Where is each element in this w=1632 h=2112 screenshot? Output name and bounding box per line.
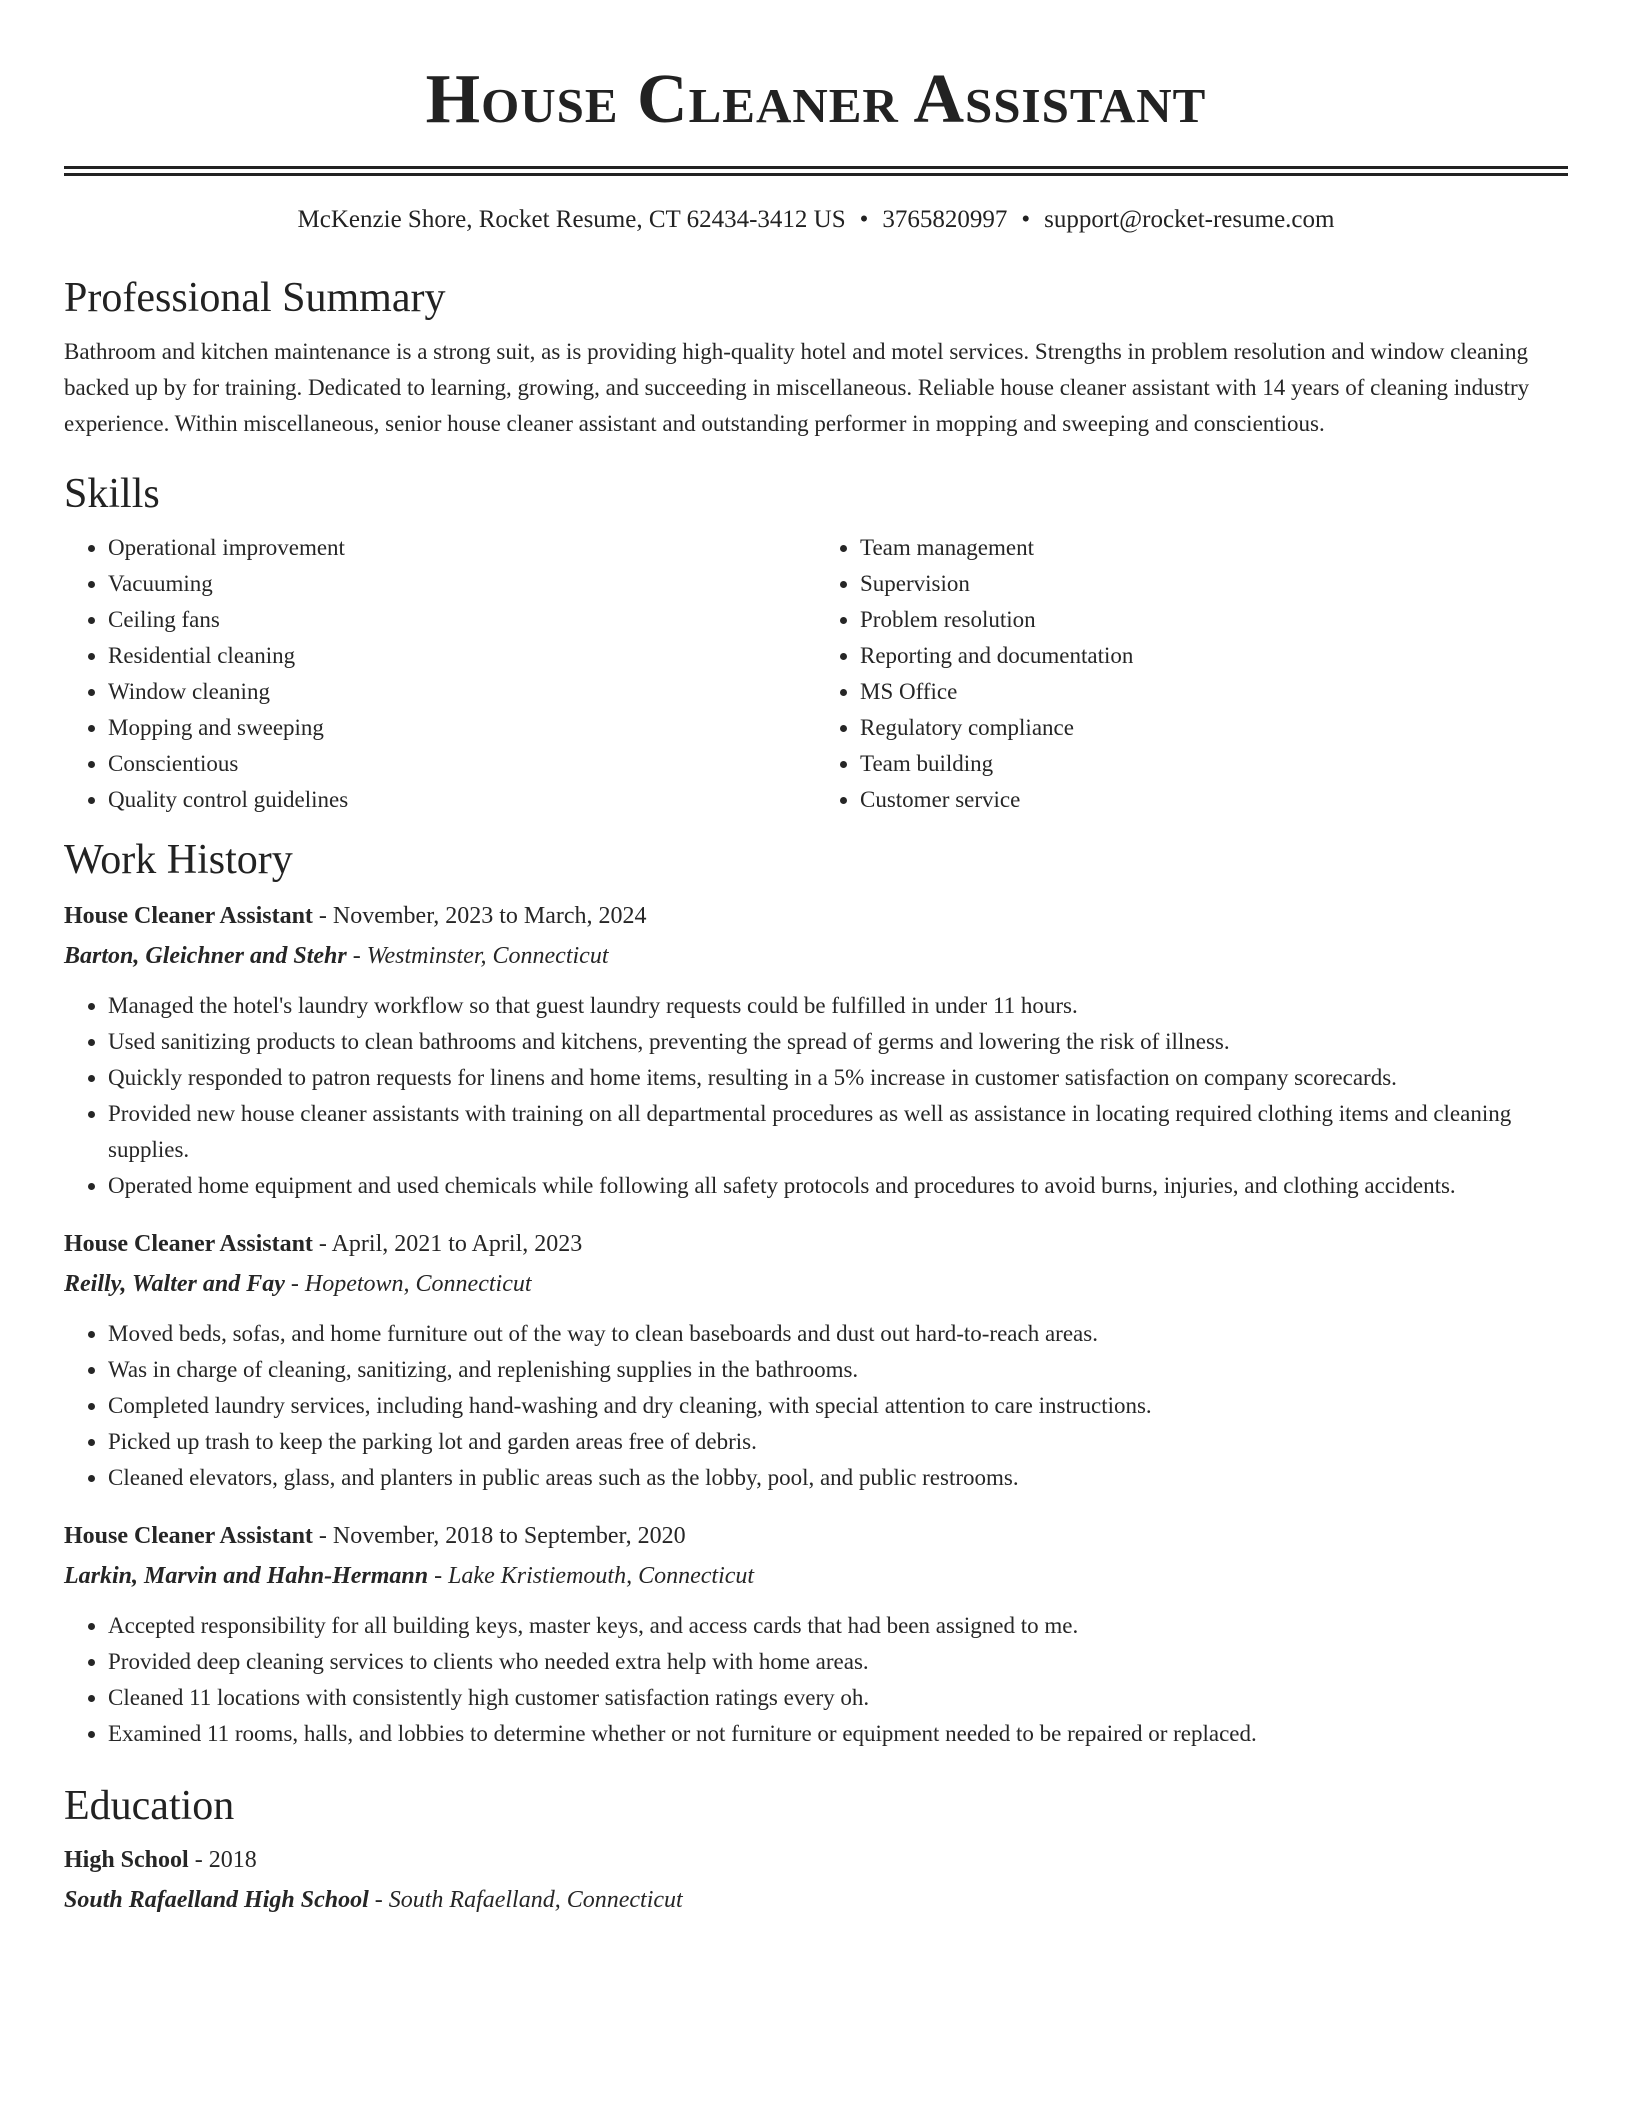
job-role: House Cleaner Assistant	[64, 903, 313, 929]
job-bullets	[64, 1608, 1568, 1752]
contact-address: McKenzie Shore, Rocket Resume, CT 62434-3412 US	[297, 206, 846, 233]
employer-location: - Lake Kristiemouth, Connecticut	[428, 1563, 755, 1589]
employer-name: Larkin, Marvin and Hahn-Hermann	[64, 1563, 429, 1589]
job-bullet: • Provided deep cleaning services to clients who needed extra help with home areas.	[108, 1644, 1568, 1680]
job-bullets	[64, 988, 1568, 1204]
contact-separator: •	[1021, 206, 1031, 233]
job-bullet: • Was in charge of cleaning, sanitizing, and replenishing supplies in the bathrooms.	[108, 1352, 1568, 1388]
job-bullet: • Accepted responsibility for all building keys, master keys, and access cards that had been assigned to me.	[108, 1608, 1568, 1644]
job-bullet: • Used sanitizing products to clean bathrooms and kitchens, preventing the spread of germs and lowering the risk of illness.	[108, 1024, 1568, 1060]
skill-item: • Conscientious	[108, 746, 816, 782]
job-bullet: • Provided new house cleaner assistants with training on all departmental procedures as well as assistance in locating required clothing items and cleaning supplies.	[108, 1096, 1568, 1168]
skills-columns	[64, 530, 1568, 818]
school-location: - South Rafaelland, Connecticut	[368, 1887, 683, 1913]
employer-name: Reilly, Walter and Fay	[64, 1271, 285, 1297]
summary-text: Bathroom and kitchen maintenance is a strong suit, as is providing high-quality hotel and motel services. Strengths in problem resolution and window cleaning backed up by for training. Dedicated to learning, growing, and succeeding in miscellaneous. Reliable house cleaner assistant with 14 years of cleaning industry experience. Within miscellaneous, senior house cleaner assistant and outstanding performer in mopping and sweeping and conscientious.	[64, 339, 1530, 436]
job-dates: - November, 2018 to September, 2020	[312, 1523, 686, 1549]
school-line	[64, 1880, 1568, 1920]
skill-item: • Regulatory compliance	[860, 710, 1568, 746]
degree-line	[64, 1840, 1568, 1880]
degree-year: - 2018	[188, 1847, 257, 1873]
job-bullet: • Operated home equipment and used chemicals while following all safety protocols and procedures to avoid burns, injuries, and clothing accidents.	[108, 1168, 1568, 1204]
job-role: House Cleaner Assistant	[64, 1523, 313, 1549]
skill-item: • Window cleaning	[108, 674, 816, 710]
skill-item: • Operational improvement	[108, 530, 816, 566]
skill-item: • Mopping and sweeping	[108, 710, 816, 746]
contact-phone: 3765820997	[882, 206, 1008, 233]
employer-location: - Hopetown, Connecticut	[284, 1271, 532, 1297]
job-bullet: • Cleaned 11 locations with consistently high customer satisfaction ratings every oh.	[108, 1680, 1568, 1716]
job-dates: - April, 2021 to April, 2023	[312, 1231, 583, 1257]
job-bullets	[64, 1316, 1568, 1496]
school-name: South Rafaelland High School	[64, 1887, 369, 1913]
degree-name: High School	[64, 1847, 189, 1873]
skill-item: • Customer service	[860, 782, 1568, 818]
job-bullet: • Quickly responded to patron requests for linens and home items, resulting in a 5% increase in customer satisfaction on company scorecards.	[108, 1060, 1568, 1096]
skill-item: • Reporting and documentation	[860, 638, 1568, 674]
skill-item: • Team management	[860, 530, 1568, 566]
skill-item: • Problem resolution	[860, 602, 1568, 638]
skill-item: • Quality control guidelines	[108, 782, 816, 818]
header-double-rule	[64, 166, 1568, 176]
skill-item: • MS Office	[860, 674, 1568, 710]
job-dates: - November, 2023 to March, 2024	[312, 903, 647, 929]
skill-item: • Ceiling fans	[108, 602, 816, 638]
skill-item: • Vacuuming	[108, 566, 816, 602]
skills-heading: Skills	[64, 471, 160, 517]
skill-item: • Team building	[860, 746, 1568, 782]
job-bullet: • Examined 11 rooms, halls, and lobbies to determine whether or not furniture or equipment needed to be repaired or replaced.	[108, 1716, 1568, 1752]
job-role: House Cleaner Assistant	[64, 1231, 313, 1257]
job-title-line	[64, 896, 1568, 936]
employer-line	[64, 1264, 1568, 1304]
job-entry	[64, 1516, 1568, 1752]
job-entry	[64, 896, 1568, 1204]
job-entry	[64, 1224, 1568, 1496]
skills-left-list	[64, 530, 816, 818]
job-bullet: • Picked up trash to keep the parking lot and garden areas free of debris.	[108, 1424, 1568, 1460]
education-heading: Education	[64, 1783, 235, 1829]
contact-email: support@rocket-resume.com	[1044, 206, 1335, 233]
employer-line	[64, 1556, 1568, 1596]
job-bullet: • Cleaned elevators, glass, and planters in public areas such as the lobby, pool, and public restrooms.	[108, 1460, 1568, 1496]
skills-right-list	[816, 530, 1568, 818]
employer-location: - Westminster, Connecticut	[346, 943, 609, 969]
work-history-heading: Work History	[64, 837, 293, 883]
employer-name: Barton, Gleichner and Stehr	[64, 943, 347, 969]
employer-line	[64, 936, 1568, 976]
skill-item: • Residential cleaning	[108, 638, 816, 674]
contact-line	[64, 204, 1568, 236]
skill-item: • Supervision	[860, 566, 1568, 602]
contact-separator: •	[859, 206, 869, 233]
job-bullet: • Moved beds, sofas, and home furniture out of the way to clean baseboards and dust out hard-to-reach areas.	[108, 1316, 1568, 1352]
education-entry	[64, 1840, 1568, 1920]
resume-name: House Cleaner Assistant	[425, 61, 1207, 138]
job-title-line	[64, 1516, 1568, 1556]
job-bullet: • Managed the hotel's laundry workflow so that guest laundry requests could be fulfilled in under 11 hours.	[108, 988, 1568, 1024]
job-bullet: • Completed laundry services, including hand-washing and dry cleaning, with special attention to care instructions.	[108, 1388, 1568, 1424]
summary-heading: Professional Summary	[64, 275, 446, 321]
job-title-line	[64, 1224, 1568, 1264]
